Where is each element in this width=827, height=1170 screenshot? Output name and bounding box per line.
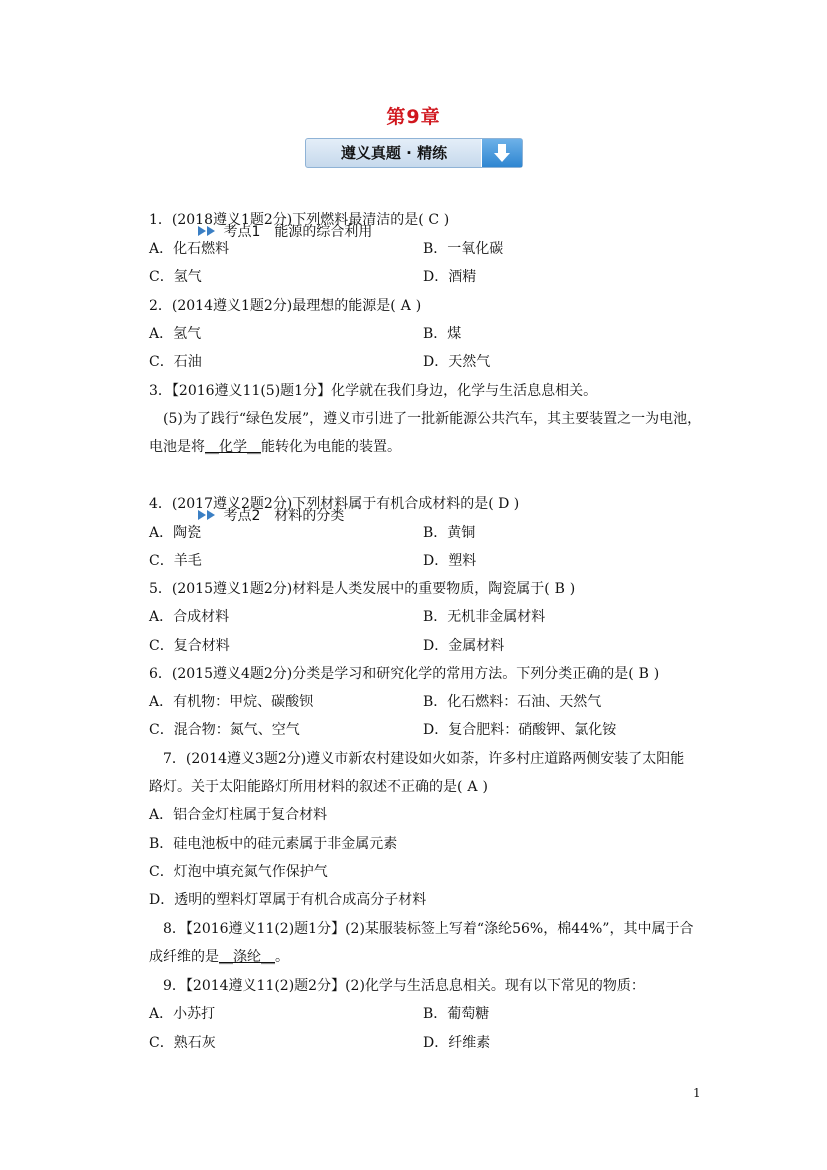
option: A．铝合金灯柱属于复合材料 (149, 807, 328, 823)
page-number: 1 (693, 1086, 701, 1100)
option: A．陶瓷 (149, 525, 202, 541)
option: B．煤 (423, 326, 462, 342)
chapter-title: 第9章 (386, 106, 441, 128)
fill-blank-answer: __涤纶__ (219, 949, 275, 965)
option: C．羊毛 (149, 553, 202, 569)
option: C．石油 (149, 354, 202, 370)
answer-mark: B (638, 666, 649, 682)
option: D．塑料 (423, 553, 477, 569)
option: A．化石燃料 (149, 241, 230, 257)
option: C．复合材料 (149, 638, 230, 654)
question-stem: 9．【2014遵义11(2)题2分】(2)化学与生活息息相关。现有以下常见的物质： (163, 978, 645, 994)
question-stem: 7．(2014遵义3题2分)遵义市新农村建设如火如荼，许多村庄道路两侧安装了太阳能 (163, 751, 685, 767)
answer-mark: A (400, 298, 411, 314)
question-subpart: 电池是将__化学__能转化为电能的装置。 (149, 439, 401, 455)
fill-blank-answer: __化学__ (205, 439, 261, 455)
question-stem: 1．(2018遵义1题2分)下列燃料最清洁的是( C ) (149, 212, 450, 228)
question-stem: 成纤维的是__涤纶__。 (149, 949, 289, 965)
option: B．葡萄糖 (423, 1006, 490, 1022)
answer-mark: D (498, 496, 510, 512)
section-banner (305, 138, 523, 168)
question-subpart: (5)为了践行“绿色发展”，遵义市引进了一批新能源公共汽车，其主要装置之一为电池， (163, 411, 702, 427)
option: B．无机非金属材料 (423, 609, 546, 625)
option: B．黄铜 (423, 525, 476, 541)
option: C．灯泡中填充氮气作保护气 (149, 864, 328, 880)
option: B．硅电池板中的硅元素属于非金属元素 (149, 836, 398, 852)
question-stem: 路灯。关于太阳能路灯所用材料的叙述不正确的是( A ) (149, 779, 488, 795)
option: C．氢气 (149, 269, 202, 285)
question-stem: 4．(2017遵义2题2分)下列材料属于有机合成材料的是( D ) (149, 496, 520, 512)
question-stem: 2．(2014遵义1题2分)最理想的能源是( A ) (149, 298, 422, 314)
option: A．小苏打 (149, 1006, 216, 1022)
option: D．天然气 (423, 354, 491, 370)
option: B．一氧化碳 (423, 241, 504, 257)
option: A．有机物：甲烷、碳酸钡 (149, 694, 314, 710)
option: A．氢气 (149, 326, 202, 342)
option: D．金属材料 (423, 638, 505, 654)
option: B．化石燃料：石油、天然气 (423, 694, 602, 710)
banner-title: 遵义真题 · 精练 (340, 144, 448, 162)
option: A．合成材料 (149, 609, 230, 625)
answer-mark: C (428, 212, 440, 228)
question-stem: 3．【2016遵义11(5)题1分】化学就在我们身边，化学与生活息息相关。 (149, 383, 598, 399)
question-stem: 5．(2015遵义1题2分)材料是人类发展中的重要物质，陶瓷属于( B ) (149, 581, 576, 597)
option: D．酒精 (423, 269, 477, 285)
down-arrow-icon (481, 139, 522, 167)
topic-label: 考点1 能源的综合利用 (223, 224, 373, 240)
answer-mark: B (554, 581, 565, 597)
option: D．复合肥料：硝酸钾、氯化铵 (423, 722, 617, 738)
option: D．透明的塑料灯罩属于有机合成高分子材料 (149, 892, 427, 908)
option: D．纤维素 (423, 1035, 491, 1051)
option: C．混合物：氮气、空气 (149, 722, 300, 738)
topic-label: 考点2 材料的分类 (223, 508, 345, 524)
answer-mark: A (467, 779, 478, 795)
question-stem: 8．【2016遵义11(2)题1分】(2)某服装标签上写着“涤纶56%，棉44%”，其中属于合 (163, 921, 694, 937)
question-stem: 6．(2015遵义4题2分)分类是学习和研究化学的常用方法。下列分类正确的是( B ) (149, 666, 660, 682)
option: C．熟石灰 (149, 1035, 216, 1051)
